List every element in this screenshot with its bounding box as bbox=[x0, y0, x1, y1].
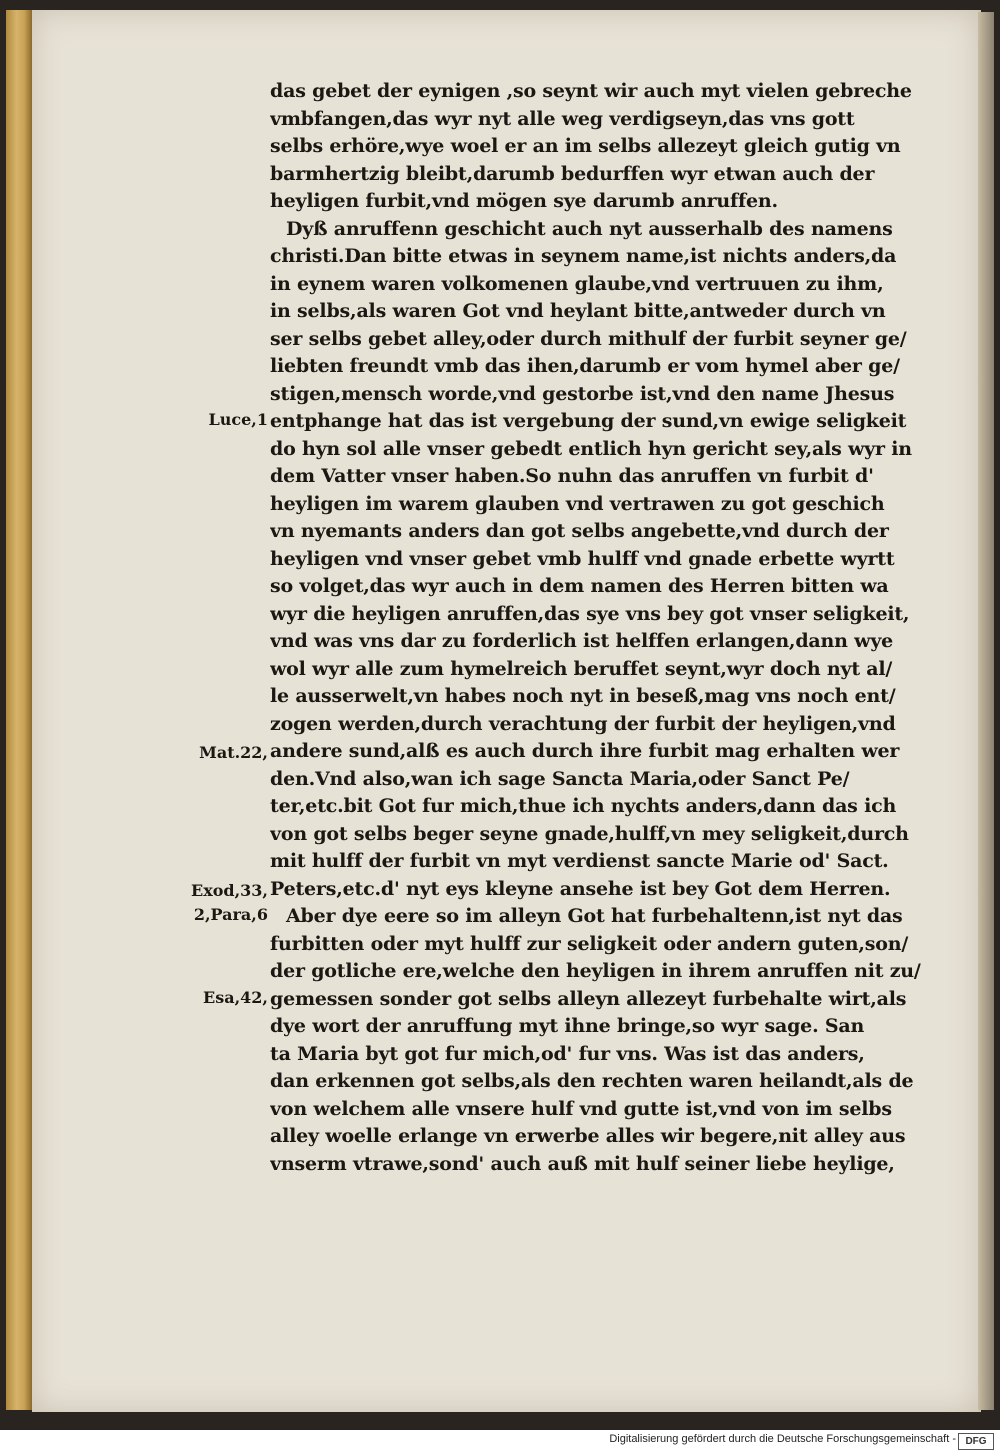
margin-note-para: 2,Para,6 bbox=[193, 905, 268, 924]
text-line: selbs erhöre,wye woel er an im selbs allezeyt gleich gutig vn bbox=[270, 135, 901, 157]
text-line: wol wyr alle zum hymelreich beruffet seynt,wyr doch nyt al/ bbox=[270, 657, 893, 680]
text-line: den.Vnd also,wan ich sage Sancta Maria,oder Sanct Pe/ bbox=[270, 767, 850, 790]
margin-note-exod: Exod,33, bbox=[191, 881, 268, 900]
text-line: le ausserwelt,vn habes noch nyt in beseß,mag vns noch ent/ bbox=[270, 685, 896, 707]
text-line: mit hulff der furbit vn myt verdienst sancte Marie od' Sact. bbox=[270, 850, 889, 872]
text-line: zogen werden,durch verachtung der furbit der heyligen,vnd bbox=[270, 712, 896, 735]
margin-note-luce: Luce,1 bbox=[208, 410, 268, 429]
text-line: ter,etc.bit Got fur mich,thue ich nychts anders,dann das ich bbox=[270, 795, 897, 817]
text-line: so volget,das wyr auch in dem namen des Herren bitten wa bbox=[270, 575, 889, 597]
text-line: von welchem alle vnsere hulf vnd gutte ist,vnd von im selbs bbox=[270, 1097, 892, 1120]
text-line: ser selbs gebet alley,oder durch mithulf der furbit seyner ge/ bbox=[270, 327, 907, 350]
text-line: vnserm vtrawe,sond' auch auß mit hulf seiner liebe heylige, bbox=[270, 1152, 895, 1175]
footer-credit-text: Digitalisierung gefördert durch die Deutsche Forschungsgemeinschaft - bbox=[609, 1433, 956, 1445]
text-line: entphange hat das ist vergebung der sund,vn ewige seligkeit bbox=[270, 410, 907, 432]
text-line: in eynem waren volkomenen glaube,vnd vertruuen zu ihm, bbox=[270, 272, 884, 295]
text-line: Dyß anruffenn geschicht auch nyt ausserhalb des namens bbox=[286, 217, 893, 240]
text-line: das gebet der eynigen ,so seynt wir auch myt vielen gebreche bbox=[270, 80, 912, 102]
margin-note-esa: Esa,42, bbox=[203, 988, 268, 1007]
text-line: dem Vatter vnser haben.So nuhn das anruffen vn furbit d' bbox=[270, 465, 874, 487]
text-line: do hyn sol alle vnser gebedt entlich hyn gericht sey,als wyr in bbox=[270, 437, 912, 460]
footer-bar bbox=[0, 1430, 1000, 1452]
text-line: heyligen im warem glauben vnd vertrawen zu got geschich bbox=[270, 492, 885, 515]
text-line: barmhertzig bleibt,darumb bedurffen wyr etwan auch der bbox=[270, 162, 875, 185]
text-line: in selbs,als waren Got vnd heylant bitte,antweder durch vn bbox=[270, 300, 886, 322]
text-line: dye wort der anruffung myt ihne bringe,so wyr sage. San bbox=[270, 1015, 865, 1037]
text-line: vmbfangen,das wyr nyt alle weg verdigseyn,das vns gott bbox=[270, 107, 855, 130]
text-line: andere sund,alß es auch durch ihre furbit mag erhalten wer bbox=[270, 740, 900, 762]
text-line: vn nyemants anders dan got selbs angebette,vnd durch der bbox=[270, 520, 889, 542]
margin-note-mat: Mat.22, bbox=[199, 743, 268, 762]
text-line: liebten freundt vmb das ihen,darumb er vom hymel aber ge/ bbox=[270, 355, 900, 377]
text-line: alley woelle erlange vn erwerbe alles wir begere,nit alley aus bbox=[270, 1125, 906, 1147]
text-line: furbitten oder myt hulff zur seligkeit oder andern guten,son/ bbox=[270, 932, 909, 955]
book-edge-right bbox=[978, 12, 994, 1410]
text-line: vnd was vns dar zu forderlich ist helffen erlangen,dann wye bbox=[270, 630, 894, 652]
text-line: Aber dye eere so im alleyn Got hat furbehaltenn,ist nyt das bbox=[286, 905, 903, 927]
text-line: gemessen sonder got selbs alleyn allezeyt furbehalte wirt,als bbox=[270, 987, 907, 1010]
text-line: ta Maria byt got fur mich,od' fur vns. Was ist das anders, bbox=[270, 1042, 865, 1065]
main-text-column bbox=[270, 78, 960, 1178]
text-line: wyr die heyligen anruffen,das sye vns bey got vnser seligkeit, bbox=[270, 602, 910, 625]
text-line: christi.Dan bitte etwas in seynem name,ist nichts anders,da bbox=[270, 245, 897, 267]
text-line: der gotliche ere,welche den heyligen in ihrem anruffen nit zu/ bbox=[270, 960, 921, 982]
text-line: dan erkennen got selbs,als den rechten waren heilandt,als de bbox=[270, 1070, 914, 1092]
text-line: heyligen furbit,vnd mögen sye darumb anruffen. bbox=[270, 190, 778, 212]
book-edge-left bbox=[6, 10, 32, 1410]
text-line: stigen,mensch worde,vnd gestorbe ist,vnd den name Jhesus bbox=[270, 382, 895, 405]
text-line: Peters,etc.d' nyt eys kleyne ansehe ist bey Got dem Herren. bbox=[270, 877, 891, 900]
dfg-logo: DFG bbox=[958, 1433, 994, 1450]
text-line: von got selbs beger seyne gnade,hulff,vn mey seligkeit,durch bbox=[270, 822, 909, 845]
text-line: heyligen vnd vnser gebet vmb hulff vnd gnade erbette wyrtt bbox=[270, 547, 895, 570]
